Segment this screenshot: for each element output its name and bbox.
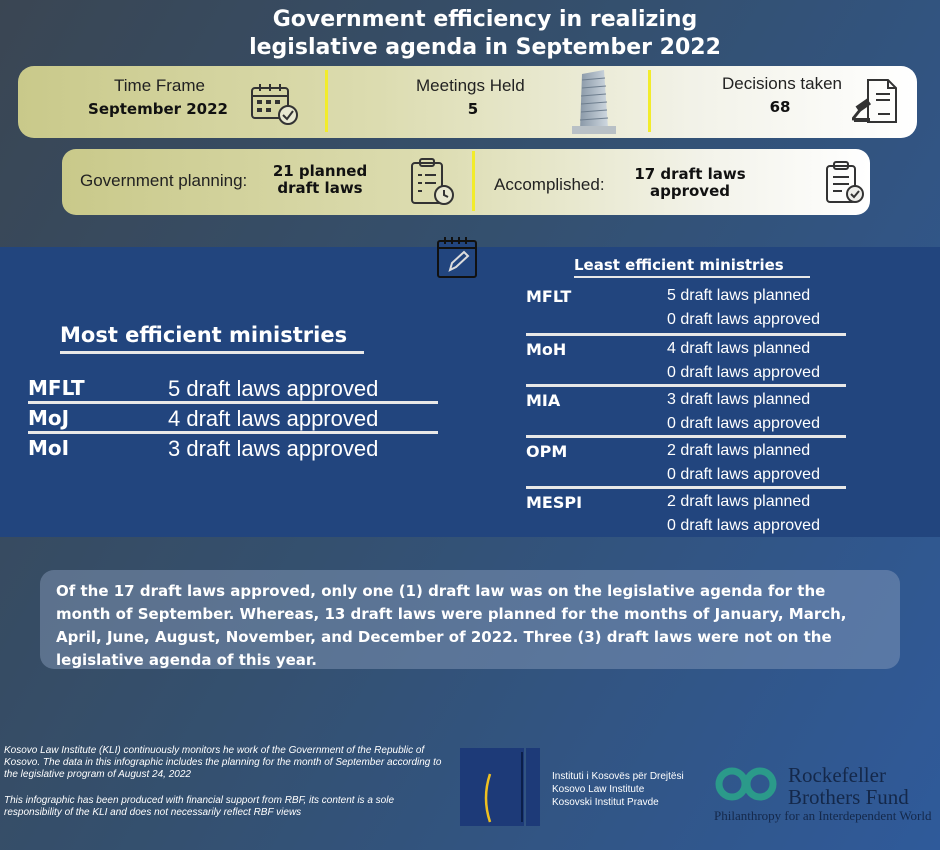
title-line-1: Government efficiency in realizing	[272, 7, 698, 32]
ministry-value: 4 draft laws approved	[168, 406, 379, 431]
kli-name-english: Kosovo Law Institute	[552, 784, 645, 795]
planning-panel	[62, 149, 870, 215]
planning-value-line-2: draft laws	[277, 179, 363, 197]
least-efficient-row	[526, 391, 856, 439]
most-efficient-row	[28, 434, 438, 464]
separator	[472, 151, 475, 211]
kli-name-serbian: Kosovski Institut Pravde	[552, 797, 659, 808]
accomplished-value	[628, 166, 752, 200]
ministry-value: 5 draft laws approved	[168, 376, 379, 401]
row-divider	[526, 333, 846, 336]
planned-count: 2 draft laws planned	[667, 493, 811, 510]
planning-value	[260, 163, 380, 197]
row-divider	[526, 384, 846, 387]
gavel-document-icon	[852, 76, 902, 126]
planning-value-line-1: 21 planned	[272, 162, 368, 180]
meetings-label: Meetings Held	[416, 76, 525, 95]
ministry-name: MoH	[526, 340, 567, 359]
title-line-2: legislative agenda in September 2022	[249, 35, 721, 60]
kli-logo	[460, 748, 540, 826]
summary-note: Of the 17 draft laws approved, only one (1) draft law was on the legislative agenda for the month of September. Whereas, 13 draft laws were planned for the months of January, March, April, June, August, November, and December of 2022. Three (3) draft laws were not on the legislative agenda of this year.	[40, 570, 900, 669]
ministry-name: OPM	[526, 442, 568, 461]
time-frame-label: Time Frame	[114, 76, 205, 95]
planned-count: 5 draft laws planned	[667, 287, 811, 304]
most-efficient-heading: Most efficient ministries	[60, 323, 348, 347]
planned-count: 2 draft laws planned	[667, 442, 811, 459]
calendar-check-icon	[250, 82, 300, 126]
ministry-name: MFLT	[526, 287, 572, 306]
footer-funding-note: This infographic has been produced with financial support from RBF, its content is a sole responsibility of the KLI and does not necessarily reflect RBF views	[4, 795, 395, 818]
meetings-value: 5	[467, 100, 479, 118]
accomplished-value-line-2: approved	[650, 182, 730, 200]
rbf-tagline: Philanthropy for an Interdependent World	[714, 808, 932, 823]
kli-name	[552, 770, 684, 809]
ministry-name: MoI	[28, 436, 70, 460]
approved-count: 0 draft laws approved	[667, 466, 820, 483]
approved-count: 0 draft laws approved	[667, 415, 820, 432]
approved-count: 0 draft laws approved	[667, 364, 820, 381]
page-title	[0, 6, 940, 62]
accomplished-label: Accomplished:	[494, 175, 605, 194]
planning-label: Government planning:	[80, 171, 248, 190]
least-efficient-row	[526, 287, 856, 335]
row-divider	[526, 435, 846, 438]
ministry-name: MFLT	[28, 376, 85, 400]
least-efficient-row	[526, 493, 856, 541]
least-efficient-row	[526, 340, 856, 388]
approved-count: 0 draft laws approved	[667, 517, 820, 534]
kli-name-albanian: Instituti i Kosovës për Drejtësi	[552, 771, 684, 782]
least-efficient-row	[526, 442, 856, 490]
most-efficient-row	[28, 374, 438, 404]
heading-underline	[574, 276, 810, 278]
decisions-value: 68	[769, 98, 791, 116]
summary-panel	[18, 66, 917, 138]
clipboard-check-icon	[824, 161, 866, 205]
heading-underline	[60, 351, 364, 354]
least-efficient-heading: Least efficient ministries	[574, 256, 784, 274]
separator	[325, 70, 328, 132]
footer-monitoring-note: Kosovo Law Institute (KLI) continuously monitors he work of the Government of the Republic of Kosovo. The data in this infographic includes the planning for the month of September according to the legislative program of August 24, 2022	[4, 745, 442, 780]
separator	[648, 70, 651, 132]
building-icon	[568, 68, 620, 136]
planned-count: 3 draft laws planned	[667, 391, 811, 408]
ministry-name: MoJ	[28, 406, 70, 430]
rbf-name-line-2: Brothers Fund	[788, 785, 909, 809]
ministry-name: MESPI	[526, 493, 583, 512]
rbf-logo-icon	[714, 764, 780, 804]
row-divider	[526, 486, 846, 489]
ministry-value: 3 draft laws approved	[168, 436, 379, 461]
accomplished-value-line-1: 17 draft laws	[634, 165, 746, 183]
calendar-edit-icon	[436, 236, 480, 280]
clipboard-clock-icon	[408, 157, 456, 207]
planned-count: 4 draft laws planned	[667, 340, 811, 357]
decisions-label: Decisions taken	[722, 74, 843, 93]
rbf-name-line-1: Rockefeller	[788, 763, 886, 787]
approved-count: 0 draft laws approved	[667, 311, 820, 328]
ministry-name: MIA	[526, 391, 561, 410]
time-frame-value: September 2022	[88, 100, 228, 118]
rbf-name	[788, 764, 909, 808]
most-efficient-row	[28, 404, 438, 434]
